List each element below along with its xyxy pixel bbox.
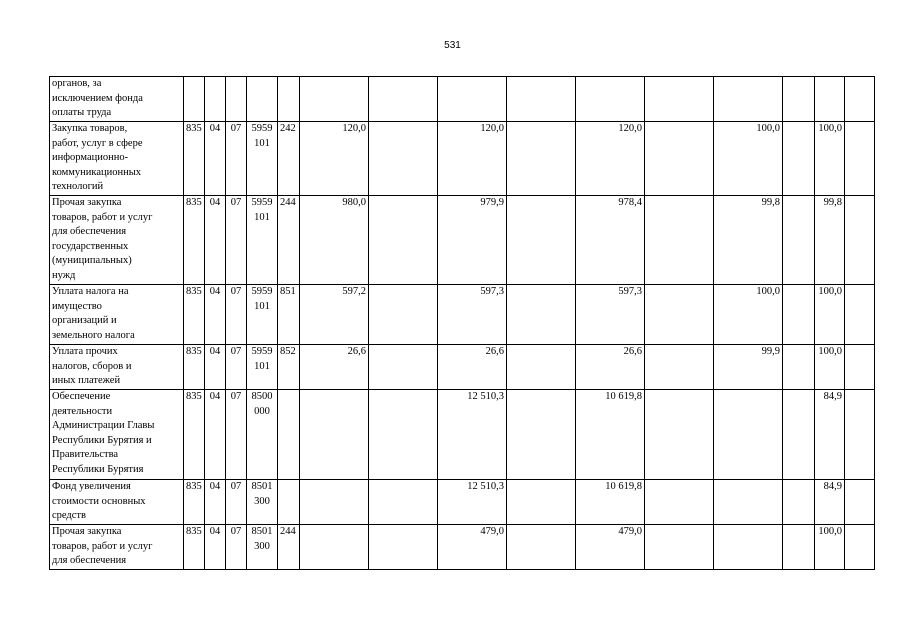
cell-expense-type: 244 (278, 525, 300, 570)
cell-line: Фонд увеличения (52, 481, 131, 492)
cell-empty (845, 196, 875, 285)
cell-ministry-code: 835 (184, 285, 205, 345)
cell-line: для обеспечения (52, 226, 127, 238)
cell-empty (645, 525, 714, 570)
cell-line: Республики Бурятия (52, 463, 144, 475)
table-row (50, 480, 875, 525)
cell-subsection-code: 07 (226, 122, 247, 196)
cell-expense-type: 851 (278, 285, 300, 345)
cell-empty (645, 480, 714, 525)
cell-ministry-code (184, 77, 205, 122)
cell-line: 8501 (251, 526, 273, 537)
cell-name (50, 196, 184, 285)
cell-pct-approved (714, 525, 783, 570)
cell-empty (845, 390, 875, 480)
cell-line: Администрации Главы (52, 420, 155, 432)
cell-subsection-code: 07 (226, 390, 247, 480)
cell-line: 5959 (251, 346, 273, 357)
cell-approved (300, 525, 369, 570)
page-number: 531 (444, 40, 461, 51)
cell-empty (783, 525, 815, 570)
cell-subsection-code: 07 (226, 345, 247, 390)
cell-empty (845, 77, 875, 122)
cell-name (50, 525, 184, 570)
cell-ministry-code: 835 (184, 480, 205, 525)
cell-empty (507, 345, 576, 390)
cell-approved (300, 480, 369, 525)
cell-refined (438, 77, 507, 122)
cell-section-code: 04 (205, 345, 226, 390)
cell-section-code (205, 77, 226, 122)
cell-name (50, 480, 184, 525)
cell-line: средств (52, 510, 86, 522)
cell-empty (845, 480, 875, 525)
cell-line: 8501 (251, 481, 273, 492)
cell-subsection-code: 07 (226, 480, 247, 525)
cell-line: организаций и (52, 315, 117, 327)
table-row (50, 285, 875, 345)
cell-line: Республики Бурятия и (52, 434, 152, 446)
cell-name (50, 345, 184, 390)
cell-subsection-code: 07 (226, 285, 247, 345)
cell-line: Уплата налога на (52, 286, 129, 297)
cell-approved: 26,6 (300, 345, 369, 390)
cell-article-code (247, 525, 278, 570)
cell-empty (369, 345, 438, 390)
cell-empty (507, 285, 576, 345)
cell-ministry-code: 835 (184, 345, 205, 390)
cell-pct-refined: 100,0 (815, 525, 845, 570)
cell-refined: 12 510,3 (438, 480, 507, 525)
cell-line: Прочая закупка (52, 526, 122, 537)
cell-expense-type: 242 (278, 122, 300, 196)
cell-executed: 479,0 (576, 525, 645, 570)
budget-table (49, 76, 875, 570)
cell-line: земельного налога (52, 329, 135, 341)
cell-line: 101 (254, 360, 270, 372)
cell-section-code: 04 (205, 285, 226, 345)
cell-line: технологий (52, 181, 104, 193)
cell-ministry-code: 835 (184, 196, 205, 285)
cell-subsection-code: 07 (226, 196, 247, 285)
cell-subsection-code: 07 (226, 525, 247, 570)
cell-line: исключением фонда (52, 92, 143, 104)
cell-line: для обеспечения (52, 555, 127, 567)
cell-line: Прочая закупка (52, 197, 122, 208)
cell-pct-refined: 99,8 (815, 196, 845, 285)
cell-section-code: 04 (205, 196, 226, 285)
cell-approved (300, 77, 369, 122)
cell-approved (300, 390, 369, 480)
cell-section-code: 04 (205, 525, 226, 570)
cell-empty (783, 122, 815, 196)
cell-pct-approved: 100,0 (714, 285, 783, 345)
cell-line: работ, услуг в сфере (52, 137, 143, 149)
cell-empty (845, 525, 875, 570)
cell-expense-type: 852 (278, 345, 300, 390)
cell-empty (507, 390, 576, 480)
cell-article-code (247, 285, 278, 345)
cell-pct-approved (714, 390, 783, 480)
cell-name (50, 390, 184, 480)
cell-article-code (247, 122, 278, 196)
cell-line: 101 (254, 211, 270, 223)
cell-line: Уплата прочих (52, 346, 118, 357)
cell-article-code (247, 77, 278, 122)
cell-empty (507, 77, 576, 122)
cell-empty (369, 77, 438, 122)
cell-expense-type (278, 77, 300, 122)
cell-pct-refined: 100,0 (815, 285, 845, 345)
cell-refined: 479,0 (438, 525, 507, 570)
cell-line: 8500 (251, 391, 273, 402)
cell-empty (507, 196, 576, 285)
cell-pct-refined: 100,0 (815, 122, 845, 196)
cell-line: Закупка товаров, (52, 123, 128, 134)
cell-empty (645, 285, 714, 345)
cell-empty (845, 285, 875, 345)
cell-line: товаров, работ и услуг (52, 540, 153, 552)
cell-ministry-code: 835 (184, 122, 205, 196)
cell-line: 101 (254, 137, 270, 149)
cell-article-code (247, 480, 278, 525)
cell-empty (645, 390, 714, 480)
cell-executed: 26,6 (576, 345, 645, 390)
cell-line: 101 (254, 300, 270, 312)
cell-article-code (247, 390, 278, 480)
cell-pct-refined: 100,0 (815, 345, 845, 390)
cell-line: стоимости основных (52, 495, 146, 507)
cell-line: государственных (52, 240, 129, 252)
cell-empty (369, 122, 438, 196)
cell-empty (369, 525, 438, 570)
cell-line: 5959 (251, 197, 273, 208)
table-row (50, 122, 875, 196)
cell-name (50, 77, 184, 122)
cell-line: иных платежей (52, 375, 121, 387)
cell-line: товаров, работ и услуг (52, 211, 153, 223)
cell-executed: 597,3 (576, 285, 645, 345)
cell-executed: 10 619,8 (576, 390, 645, 480)
cell-approved: 120,0 (300, 122, 369, 196)
cell-empty (369, 196, 438, 285)
cell-pct-refined: 84,9 (815, 480, 845, 525)
cell-line: Правительства (52, 449, 119, 461)
cell-empty (507, 122, 576, 196)
cell-executed: 978,4 (576, 196, 645, 285)
cell-article-code (247, 196, 278, 285)
cell-line: имущество (52, 300, 102, 312)
cell-pct-approved (714, 77, 783, 122)
cell-line: коммуникационных (52, 166, 142, 178)
cell-executed (576, 77, 645, 122)
cell-line: (муниципальных) (52, 255, 132, 267)
cell-empty (783, 77, 815, 122)
table-row (50, 77, 875, 122)
cell-expense-type: 244 (278, 196, 300, 285)
cell-empty (645, 345, 714, 390)
cell-empty (369, 285, 438, 345)
table-row (50, 345, 875, 390)
cell-empty (845, 345, 875, 390)
cell-section-code: 04 (205, 390, 226, 480)
cell-section-code: 04 (205, 480, 226, 525)
cell-line: 000 (254, 405, 270, 417)
cell-empty (783, 196, 815, 285)
cell-approved: 597,2 (300, 285, 369, 345)
cell-empty (369, 390, 438, 480)
cell-line: 300 (254, 540, 270, 552)
cell-approved: 980,0 (300, 196, 369, 285)
cell-empty (507, 480, 576, 525)
cell-refined: 120,0 (438, 122, 507, 196)
cell-line: налогов, сборов и (52, 360, 132, 372)
cell-refined: 26,6 (438, 345, 507, 390)
cell-pct-approved: 99,9 (714, 345, 783, 390)
cell-ministry-code: 835 (184, 390, 205, 480)
cell-empty (645, 196, 714, 285)
cell-empty (783, 345, 815, 390)
cell-pct-approved (714, 480, 783, 525)
cell-line: Обеспечение (52, 391, 111, 402)
cell-empty (369, 480, 438, 525)
cell-expense-type (278, 480, 300, 525)
cell-article-code (247, 345, 278, 390)
cell-subsection-code (226, 77, 247, 122)
cell-line: нужд (52, 269, 76, 281)
cell-refined: 12 510,3 (438, 390, 507, 480)
cell-executed: 120,0 (576, 122, 645, 196)
cell-line: 300 (254, 495, 270, 507)
cell-empty (645, 122, 714, 196)
cell-refined: 979,9 (438, 196, 507, 285)
table-row (50, 390, 875, 480)
cell-empty (783, 285, 815, 345)
cell-line: органов, за (52, 78, 102, 89)
cell-line: 5959 (251, 123, 273, 134)
cell-pct-approved: 99,8 (714, 196, 783, 285)
cell-ministry-code: 835 (184, 525, 205, 570)
cell-pct-refined (815, 77, 845, 122)
cell-empty (645, 77, 714, 122)
cell-pct-approved: 100,0 (714, 122, 783, 196)
cell-empty (845, 122, 875, 196)
cell-line: деятельности (52, 405, 113, 417)
cell-line: 5959 (251, 286, 273, 297)
cell-name (50, 285, 184, 345)
cell-empty (783, 390, 815, 480)
cell-line: информационно- (52, 152, 129, 164)
cell-pct-refined: 84,9 (815, 390, 845, 480)
cell-name (50, 122, 184, 196)
cell-empty (783, 480, 815, 525)
cell-line: оплаты труда (52, 107, 112, 119)
cell-refined: 597,3 (438, 285, 507, 345)
cell-expense-type (278, 390, 300, 480)
cell-empty (507, 525, 576, 570)
table-row (50, 525, 875, 570)
cell-section-code: 04 (205, 122, 226, 196)
table-row (50, 196, 875, 285)
cell-executed: 10 619,8 (576, 480, 645, 525)
